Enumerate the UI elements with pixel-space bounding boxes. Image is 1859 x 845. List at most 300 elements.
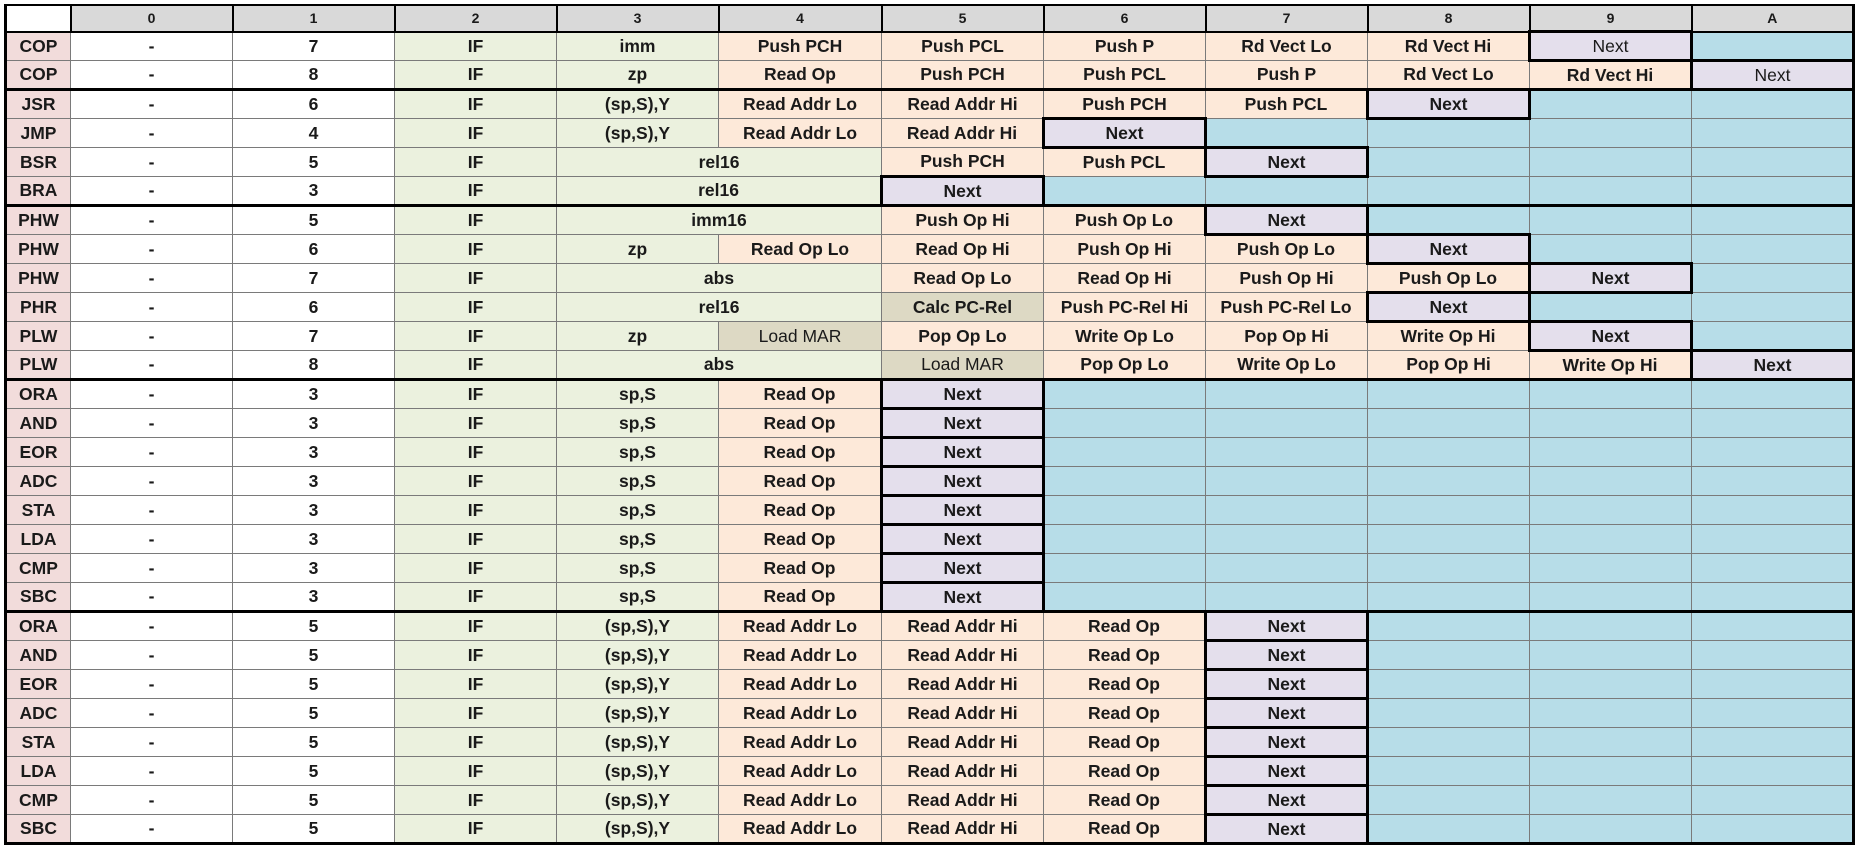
step-push-op-lo: Push Op Lo <box>1206 235 1368 264</box>
table-row <box>6 757 1854 786</box>
step-next: Next <box>1044 119 1206 148</box>
step-next: Next <box>1206 786 1368 815</box>
step-read-addr-lo: Read Addr Lo <box>719 641 882 670</box>
step-read-addr-lo: Read Addr Lo <box>719 757 882 786</box>
header-cycle-4: 4 <box>719 5 882 32</box>
opcode-cell: BRA <box>6 177 71 206</box>
step-read-addr-hi: Read Addr Hi <box>882 699 1044 728</box>
step-if: IF <box>395 612 557 641</box>
step-sp-s-y: (sp,S),Y <box>557 786 719 815</box>
step-abs: abs <box>557 351 882 380</box>
idle-cell <box>1692 32 1854 61</box>
table-row <box>6 32 1854 61</box>
idle-cell <box>1530 293 1692 322</box>
idle-cell <box>1692 409 1854 438</box>
step-read-addr-lo: Read Addr Lo <box>719 728 882 757</box>
step-read-addr-lo: Read Addr Lo <box>719 612 882 641</box>
step-imm16: imm16 <box>557 206 882 235</box>
cycle-0-cell: - <box>71 699 233 728</box>
step-push-op-hi: Push Op Hi <box>1044 235 1206 264</box>
step-next: Next <box>1368 293 1530 322</box>
step-if: IF <box>395 786 557 815</box>
step-calc-pc-rel: Calc PC-Rel <box>882 293 1044 322</box>
idle-cell <box>1692 148 1854 177</box>
step-pop-op-lo: Pop Op Lo <box>1044 351 1206 380</box>
step-next: Next <box>882 496 1044 525</box>
idle-cell <box>1530 380 1692 409</box>
header-cycle-1: 1 <box>233 5 395 32</box>
step-next: Next <box>1368 235 1530 264</box>
idle-cell <box>1206 467 1368 496</box>
idle-cell <box>1692 815 1854 844</box>
opcode-cell: LDA <box>6 757 71 786</box>
step-push-op-lo: Push Op Lo <box>1044 206 1206 235</box>
step-read-addr-hi: Read Addr Hi <box>882 612 1044 641</box>
idle-cell <box>1692 235 1854 264</box>
step-sp-s: sp,S <box>557 409 719 438</box>
idle-cell <box>1044 409 1206 438</box>
step-if: IF <box>395 815 557 844</box>
step-read-op: Read Op <box>719 409 882 438</box>
step-zp: zp <box>557 61 719 90</box>
cycle-count-cell: 6 <box>233 235 395 264</box>
cycle-count-cell: 5 <box>233 148 395 177</box>
step-read-op: Read Op <box>1044 728 1206 757</box>
idle-cell <box>1692 380 1854 409</box>
cycle-0-cell: - <box>71 119 233 148</box>
idle-cell <box>1530 467 1692 496</box>
step-read-addr-hi: Read Addr Hi <box>882 641 1044 670</box>
step-if: IF <box>395 177 557 206</box>
step-next: Next <box>882 525 1044 554</box>
idle-cell <box>1044 525 1206 554</box>
table-row <box>6 380 1854 409</box>
step-read-addr-hi: Read Addr Hi <box>882 815 1044 844</box>
step-push-op-hi: Push Op Hi <box>882 206 1044 235</box>
idle-cell <box>1044 467 1206 496</box>
idle-cell <box>1368 699 1530 728</box>
idle-cell <box>1692 641 1854 670</box>
cycle-0-cell: - <box>71 61 233 90</box>
header-cycle-2: 2 <box>395 5 557 32</box>
step-read-op: Read Op <box>719 61 882 90</box>
cycle-0-cell: - <box>71 496 233 525</box>
cycle-0-cell: - <box>71 90 233 119</box>
cycle-0-cell: - <box>71 815 233 844</box>
step-sp-s: sp,S <box>557 496 719 525</box>
step-sp-s-y: (sp,S),Y <box>557 728 719 757</box>
step-sp-s: sp,S <box>557 554 719 583</box>
step-read-op-lo: Read Op Lo <box>719 235 882 264</box>
opcode-cell: CMP <box>6 554 71 583</box>
cycle-0-cell: - <box>71 467 233 496</box>
cycle-0-cell: - <box>71 757 233 786</box>
idle-cell <box>1368 148 1530 177</box>
idle-cell <box>1530 177 1692 206</box>
step-zp: zp <box>557 322 719 351</box>
opcode-cell: SBC <box>6 583 71 612</box>
step-read-addr-hi: Read Addr Hi <box>882 119 1044 148</box>
header-cycle-5: 5 <box>882 5 1044 32</box>
step-sp-s: sp,S <box>557 525 719 554</box>
table-row <box>6 409 1854 438</box>
step-read-addr-lo: Read Addr Lo <box>719 815 882 844</box>
step-read-addr-hi: Read Addr Hi <box>882 90 1044 119</box>
opcode-cell: PHR <box>6 293 71 322</box>
cycle-count-cell: 3 <box>233 583 395 612</box>
step-push-pch: Push PCH <box>882 61 1044 90</box>
table-row <box>6 670 1854 699</box>
table-row <box>6 206 1854 235</box>
table-row <box>6 177 1854 206</box>
idle-cell <box>1206 409 1368 438</box>
step-read-addr-lo: Read Addr Lo <box>719 119 882 148</box>
table-body <box>6 32 1854 844</box>
cycle-count-cell: 5 <box>233 670 395 699</box>
idle-cell <box>1206 438 1368 467</box>
table-row <box>6 612 1854 641</box>
step-write-op-hi: Write Op Hi <box>1368 322 1530 351</box>
step-rel16: rel16 <box>557 177 882 206</box>
idle-cell <box>1368 525 1530 554</box>
idle-cell <box>1044 380 1206 409</box>
header-cycle-9: 9 <box>1530 5 1692 32</box>
step-next: Next <box>882 554 1044 583</box>
opcode-cell: CMP <box>6 786 71 815</box>
cycle-count-cell: 7 <box>233 32 395 61</box>
step-next: Next <box>1692 351 1854 380</box>
idle-cell <box>1368 177 1530 206</box>
idle-cell <box>1530 206 1692 235</box>
idle-cell <box>1692 119 1854 148</box>
opcode-cell: EOR <box>6 438 71 467</box>
step-read-addr-lo: Read Addr Lo <box>719 786 882 815</box>
idle-cell <box>1692 670 1854 699</box>
idle-cell <box>1692 467 1854 496</box>
step-push-pch: Push PCH <box>1044 90 1206 119</box>
opcode-cell: LDA <box>6 525 71 554</box>
opcode-cell: PLW <box>6 322 71 351</box>
header-cycle-0: 0 <box>71 5 233 32</box>
cycle-0-cell: - <box>71 786 233 815</box>
step-read-addr-hi: Read Addr Hi <box>882 757 1044 786</box>
step-if: IF <box>395 496 557 525</box>
step-rd-vect-lo: Rd Vect Lo <box>1368 61 1530 90</box>
cycle-count-cell: 3 <box>233 525 395 554</box>
step-next: Next <box>882 177 1044 206</box>
idle-cell <box>1692 293 1854 322</box>
table-row <box>6 467 1854 496</box>
opcode-cell: ADC <box>6 467 71 496</box>
step-if: IF <box>395 409 557 438</box>
opcode-cell: STA <box>6 728 71 757</box>
idle-cell <box>1530 583 1692 612</box>
step-rel16: rel16 <box>557 148 882 177</box>
step-if: IF <box>395 467 557 496</box>
idle-cell <box>1368 206 1530 235</box>
idle-cell <box>1692 322 1854 351</box>
idle-cell <box>1044 554 1206 583</box>
idle-cell <box>1530 235 1692 264</box>
idle-cell <box>1368 612 1530 641</box>
step-read-op: Read Op <box>719 467 882 496</box>
step-if: IF <box>395 554 557 583</box>
opcode-cell: ORA <box>6 612 71 641</box>
step-next: Next <box>1368 90 1530 119</box>
step-load-mar: Load MAR <box>719 322 882 351</box>
step-rd-vect-hi: Rd Vect Hi <box>1368 32 1530 61</box>
step-next: Next <box>1530 322 1692 351</box>
step-if: IF <box>395 583 557 612</box>
idle-cell <box>1530 554 1692 583</box>
table-row <box>6 119 1854 148</box>
step-sp-s-y: (sp,S),Y <box>557 757 719 786</box>
step-read-op: Read Op <box>719 380 882 409</box>
cycle-0-cell: - <box>71 409 233 438</box>
step-read-op: Read Op <box>1044 786 1206 815</box>
header-cycle-a: A <box>1692 5 1854 32</box>
step-push-pc-rel-hi: Push PC-Rel Hi <box>1044 293 1206 322</box>
step-read-op: Read Op <box>1044 670 1206 699</box>
idle-cell <box>1530 699 1692 728</box>
cycle-count-cell: 8 <box>233 351 395 380</box>
step-read-op: Read Op <box>719 438 882 467</box>
idle-cell <box>1692 786 1854 815</box>
cycle-0-cell: - <box>71 670 233 699</box>
step-if: IF <box>395 148 557 177</box>
cycle-0-cell: - <box>71 351 233 380</box>
idle-cell <box>1206 496 1368 525</box>
step-if: IF <box>395 206 557 235</box>
step-next: Next <box>1206 728 1368 757</box>
step-zp: zp <box>557 235 719 264</box>
cycle-count-cell: 5 <box>233 612 395 641</box>
cycle-count-cell: 5 <box>233 641 395 670</box>
cycle-count-cell: 6 <box>233 293 395 322</box>
opcode-cell: PHW <box>6 206 71 235</box>
step-push-p: Push P <box>1044 32 1206 61</box>
step-write-op-lo: Write Op Lo <box>1044 322 1206 351</box>
step-sp-s: sp,S <box>557 438 719 467</box>
idle-cell <box>1368 757 1530 786</box>
opcode-cell: JMP <box>6 119 71 148</box>
idle-cell <box>1692 264 1854 293</box>
idle-cell <box>1368 380 1530 409</box>
step-next: Next <box>1206 148 1368 177</box>
table-row <box>6 728 1854 757</box>
step-sp-s: sp,S <box>557 380 719 409</box>
opcode-cell: BSR <box>6 148 71 177</box>
cycle-count-cell: 7 <box>233 322 395 351</box>
cycle-0-cell: - <box>71 148 233 177</box>
step-push-op-hi: Push Op Hi <box>1206 264 1368 293</box>
step-if: IF <box>395 32 557 61</box>
cycle-count-cell: 8 <box>233 61 395 90</box>
step-read-addr-lo: Read Addr Lo <box>719 670 882 699</box>
cycle-0-cell: - <box>71 554 233 583</box>
cycle-count-cell: 3 <box>233 380 395 409</box>
opcode-cell: AND <box>6 409 71 438</box>
opcode-cell: STA <box>6 496 71 525</box>
step-next: Next <box>1206 612 1368 641</box>
step-pop-op-hi: Pop Op Hi <box>1368 351 1530 380</box>
idle-cell <box>1044 177 1206 206</box>
opcode-cell: ORA <box>6 380 71 409</box>
idle-cell <box>1368 554 1530 583</box>
step-if: IF <box>395 525 557 554</box>
idle-cell <box>1692 699 1854 728</box>
step-next: Next <box>882 438 1044 467</box>
step-push-pcl: Push PCL <box>882 32 1044 61</box>
step-next: Next <box>882 467 1044 496</box>
step-pop-op-lo: Pop Op Lo <box>882 322 1044 351</box>
step-read-addr-hi: Read Addr Hi <box>882 728 1044 757</box>
step-push-pch: Push PCH <box>882 148 1044 177</box>
cycle-count-cell: 5 <box>233 757 395 786</box>
step-sp-s: sp,S <box>557 467 719 496</box>
step-read-op: Read Op <box>1044 757 1206 786</box>
idle-cell <box>1692 90 1854 119</box>
step-sp-s: sp,S <box>557 583 719 612</box>
cycle-count-cell: 5 <box>233 206 395 235</box>
cycle-0-cell: - <box>71 641 233 670</box>
step-imm: imm <box>557 32 719 61</box>
header-row <box>6 5 1854 32</box>
step-sp-s-y: (sp,S),Y <box>557 670 719 699</box>
header-corner <box>6 5 71 32</box>
cycle-0-cell: - <box>71 235 233 264</box>
step-push-pcl: Push PCL <box>1044 61 1206 90</box>
table-row <box>6 148 1854 177</box>
table-row <box>6 293 1854 322</box>
idle-cell <box>1206 525 1368 554</box>
idle-cell <box>1368 728 1530 757</box>
idle-cell <box>1206 119 1368 148</box>
cycle-count-cell: 4 <box>233 119 395 148</box>
cycle-0-cell: - <box>71 380 233 409</box>
idle-cell <box>1368 583 1530 612</box>
idle-cell <box>1692 496 1854 525</box>
cycle-0-cell: - <box>71 728 233 757</box>
step-next: Next <box>1206 757 1368 786</box>
step-read-op-lo: Read Op Lo <box>882 264 1044 293</box>
cycle-0-cell: - <box>71 32 233 61</box>
step-write-op-lo: Write Op Lo <box>1206 351 1368 380</box>
table-row <box>6 351 1854 380</box>
idle-cell <box>1530 90 1692 119</box>
step-read-op: Read Op <box>719 496 882 525</box>
step-next: Next <box>882 583 1044 612</box>
cycle-count-cell: 5 <box>233 815 395 844</box>
table-row <box>6 438 1854 467</box>
idle-cell <box>1530 148 1692 177</box>
idle-cell <box>1530 438 1692 467</box>
step-if: IF <box>395 351 557 380</box>
cycle-0-cell: - <box>71 583 233 612</box>
step-read-op: Read Op <box>1044 815 1206 844</box>
step-if: IF <box>395 264 557 293</box>
idle-cell <box>1692 554 1854 583</box>
cycle-0-cell: - <box>71 525 233 554</box>
step-read-op-hi: Read Op Hi <box>882 235 1044 264</box>
step-read-addr-hi: Read Addr Hi <box>882 670 1044 699</box>
cycle-count-cell: 3 <box>233 177 395 206</box>
table-row <box>6 641 1854 670</box>
header-cycle-8: 8 <box>1368 5 1530 32</box>
step-next: Next <box>1692 61 1854 90</box>
idle-cell <box>1044 496 1206 525</box>
idle-cell <box>1368 409 1530 438</box>
step-push-p: Push P <box>1206 61 1368 90</box>
step-if: IF <box>395 119 557 148</box>
table-row <box>6 61 1854 90</box>
cycle-0-cell: - <box>71 206 233 235</box>
step-push-pch: Push PCH <box>719 32 882 61</box>
table-row <box>6 583 1854 612</box>
step-rel16: rel16 <box>557 293 882 322</box>
idle-cell <box>1368 119 1530 148</box>
header-cycle-6: 6 <box>1044 5 1206 32</box>
step-sp-s-y: (sp,S),Y <box>557 119 719 148</box>
step-push-pcl: Push PCL <box>1206 90 1368 119</box>
step-push-pc-rel-lo: Push PC-Rel Lo <box>1206 293 1368 322</box>
cycle-count-cell: 7 <box>233 264 395 293</box>
cycle-count-cell: 3 <box>233 554 395 583</box>
step-read-op-hi: Read Op Hi <box>1044 264 1206 293</box>
table-row <box>6 525 1854 554</box>
idle-cell <box>1530 119 1692 148</box>
opcode-cell: EOR <box>6 670 71 699</box>
step-next: Next <box>882 380 1044 409</box>
step-if: IF <box>395 699 557 728</box>
step-rd-vect-lo: Rd Vect Lo <box>1206 32 1368 61</box>
step-next: Next <box>1206 815 1368 844</box>
idle-cell <box>1692 757 1854 786</box>
step-if: IF <box>395 293 557 322</box>
step-if: IF <box>395 670 557 699</box>
idle-cell <box>1692 583 1854 612</box>
opcode-cell: COP <box>6 61 71 90</box>
table-row <box>6 815 1854 844</box>
table-row <box>6 235 1854 264</box>
idle-cell <box>1206 583 1368 612</box>
step-if: IF <box>395 728 557 757</box>
step-next: Next <box>882 409 1044 438</box>
step-read-op: Read Op <box>1044 612 1206 641</box>
step-read-op: Read Op <box>1044 699 1206 728</box>
step-read-op: Read Op <box>719 525 882 554</box>
opcode-cell: AND <box>6 641 71 670</box>
step-read-addr-hi: Read Addr Hi <box>882 786 1044 815</box>
step-pop-op-hi: Pop Op Hi <box>1206 322 1368 351</box>
idle-cell <box>1368 670 1530 699</box>
step-next: Next <box>1530 264 1692 293</box>
step-sp-s-y: (sp,S),Y <box>557 815 719 844</box>
idle-cell <box>1368 467 1530 496</box>
idle-cell <box>1530 525 1692 554</box>
step-next: Next <box>1206 670 1368 699</box>
step-next: Next <box>1206 206 1368 235</box>
idle-cell <box>1530 409 1692 438</box>
step-sp-s-y: (sp,S),Y <box>557 699 719 728</box>
step-push-pcl: Push PCL <box>1044 148 1206 177</box>
idle-cell <box>1530 496 1692 525</box>
idle-cell <box>1530 641 1692 670</box>
opcode-cell: PHW <box>6 235 71 264</box>
step-sp-s-y: (sp,S),Y <box>557 641 719 670</box>
cycle-0-cell: - <box>71 612 233 641</box>
step-load-mar: Load MAR <box>882 351 1044 380</box>
